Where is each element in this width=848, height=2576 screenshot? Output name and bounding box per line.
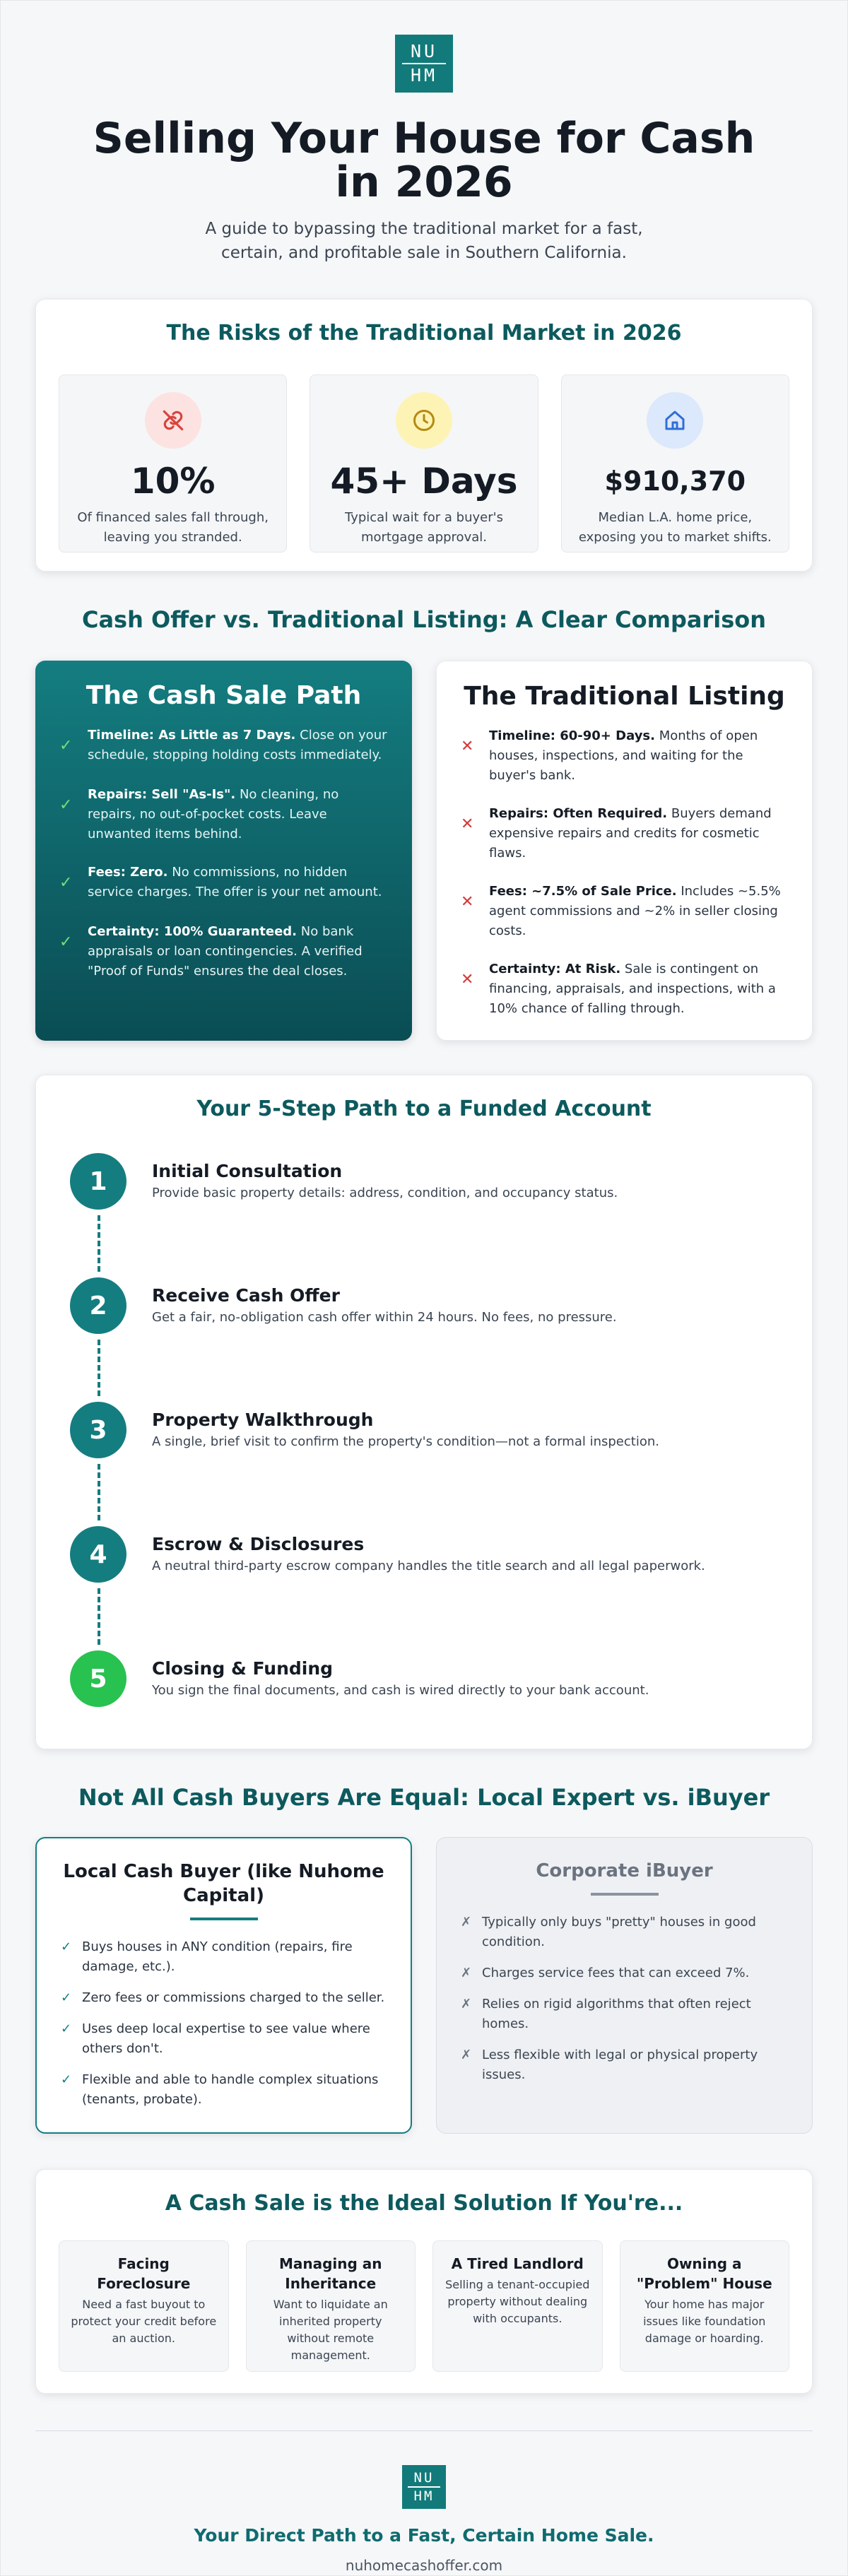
step-desc: A neutral third-party escrow company handles the title search and all legal paperwork.: [152, 1559, 705, 1573]
item-text: Charges service fees that can exceed 7%.: [482, 1966, 750, 1980]
item-text: Months of open houses, inspections, and waiting for the buyer's bank.: [489, 728, 758, 783]
check-icon: ✓: [61, 1939, 72, 1954]
header: [35, 1, 813, 265]
item-text: Buys houses in ANY condition (repairs, fire damage, etc.).: [82, 1939, 353, 1974]
risks-section: [35, 299, 813, 572]
buyers-columns: [35, 1837, 813, 2134]
item-label: Fees: Zero.: [88, 865, 168, 880]
cash-item: [59, 863, 388, 904]
logo-top-text: NU: [413, 2470, 435, 2486]
step-desc: A single, brief visit to confirm the property's condition—not a formal inspection.: [152, 1434, 659, 1449]
nuhome-logo: [395, 35, 453, 93]
traditional-item: [461, 804, 788, 863]
traditional-listing-card: [436, 661, 813, 1041]
step-item: [70, 1526, 778, 1583]
comparison-title: Cash Offer vs. Traditional Listing: A Clear Comparison: [81, 606, 767, 633]
x-icon: ✗: [461, 2048, 472, 2062]
ideal-card-title: Facing Foreclosure: [97, 2255, 191, 2292]
check-icon: ✓: [59, 796, 73, 814]
stat-desc: Median L.A. home price, exposing you to market shifts.: [578, 510, 772, 545]
item-label: Certainty: At Risk.: [489, 962, 621, 976]
stat-value: 10%: [130, 461, 216, 502]
cash-item: [59, 922, 388, 981]
logo-divider: [408, 2486, 440, 2488]
stat-value: 45+ Days: [330, 461, 518, 502]
item-label: Certainty: 100% Guaranteed.: [88, 924, 298, 939]
item-text: Typically only buys "pretty" houses in good condition.: [482, 1915, 756, 1949]
step-desc: Provide basic property details: address, condition, and occupancy status.: [152, 1186, 618, 1200]
ideal-card-title: Owning a "Problem" House: [636, 2255, 772, 2292]
x-icon: ✗: [461, 1966, 472, 1980]
ideal-card: [432, 2240, 603, 2372]
item-text: Includes ~5.5% agent commissions and ~2% in seller closing costs.: [489, 884, 781, 938]
cash-item: [59, 785, 388, 844]
stat-card-wait: [310, 374, 538, 553]
check-icon: ✓: [61, 1990, 72, 2005]
item-text: No cleaning, no repairs, no out-of-pocket costs. Leave unwanted items behind.: [88, 787, 339, 841]
local-buyer-item: [61, 1937, 387, 1977]
ideal-card-desc: Want to liquidate an inherited property without remote management.: [273, 2298, 388, 2362]
risks-title: The Risks of the Traditional Market in 2026: [166, 321, 682, 345]
x-icon: ✕: [461, 815, 474, 833]
step-connector: [98, 1215, 778, 1272]
step-number: 1: [70, 1153, 126, 1210]
step-connector: [98, 1588, 778, 1645]
item-text: No bank appraisals or loan contingencies. A verified "Proof of Funds" ensures the deal closes.: [88, 924, 363, 979]
item-label: Fees: ~7.5% of Sale Price.: [489, 884, 677, 899]
traditional-item: [461, 959, 788, 1019]
ideal-card: [246, 2240, 416, 2372]
cash-item: [59, 726, 388, 767]
step-title: Closing & Funding: [152, 1658, 334, 1679]
title-underline: [190, 1918, 258, 1920]
step-number: 4: [70, 1526, 126, 1583]
item-text: Sale is contingent on financing, appraisals, and inspections, with a 10% chance of falling through.: [489, 962, 776, 1016]
local-buyer-card: [35, 1837, 412, 2134]
stat-card-fall-through: [59, 374, 287, 553]
x-icon: ✗: [461, 1997, 472, 2011]
item-text: Flexible and able to handle complex situations (tenants, probate).: [82, 2072, 379, 2107]
step-title: Property Walkthrough: [152, 1410, 374, 1430]
page-title: Selling Your House for Cash in 2026: [93, 114, 755, 207]
check-icon: ✓: [59, 933, 73, 951]
step-item: [70, 1402, 778, 1458]
step-title: Initial Consultation: [152, 1161, 343, 1181]
nuhome-logo: [402, 2465, 446, 2509]
item-label: Timeline: As Little as 7 Days.: [88, 728, 296, 743]
item-label: Repairs: Often Required.: [489, 806, 668, 821]
check-icon: ✓: [59, 874, 73, 892]
ideal-cards: [59, 2240, 789, 2372]
steps-section: [35, 1075, 813, 1749]
item-text: Close on your schedule, stopping holding costs immediately.: [88, 728, 387, 762]
local-buyer-title: Local Cash Buyer (like Nuhome Capital): [63, 1861, 384, 1906]
title-underline: [591, 1893, 659, 1896]
item-text: No commissions, no hidden service charges. The offer is your net amount.: [88, 865, 382, 899]
stat-desc: Of financed sales fall through, leaving you stranded.: [77, 510, 269, 545]
step-desc: Get a fair, no-obligation cash offer within 24 hours. No fees, no pressure.: [152, 1310, 617, 1325]
x-icon: ✕: [461, 893, 474, 911]
step-item: [70, 1153, 778, 1210]
item-label: Timeline: 60-90+ Days.: [489, 728, 655, 743]
steps-title: Your 5-Step Path to a Funded Account: [196, 1097, 652, 1121]
house-icon: [647, 392, 703, 449]
logo-bottom-text: HM: [413, 2488, 435, 2504]
stat-card-home-price: [561, 374, 789, 553]
traditional-item: [461, 882, 788, 941]
buyers-title: Not All Cash Buyers Are Equal: Local Expert vs. iBuyer: [78, 1784, 770, 1811]
logo-divider: [402, 63, 446, 64]
page-subtitle: A guide to bypassing the traditional market for a fast, certain, and profitable sale in Southern California.: [205, 220, 643, 262]
local-buyer-item: [61, 2019, 387, 2059]
step-number: 3: [70, 1402, 126, 1458]
step-desc: You sign the final documents, and cash is wired directly to your bank account.: [152, 1683, 649, 1698]
footer-tagline: Your Direct Path to a Fast, Certain Home Sale.: [194, 2525, 654, 2546]
footer: [35, 2431, 813, 2574]
local-buyer-item: [61, 1988, 387, 2008]
ibuyer-title: Corporate iBuyer: [536, 1860, 713, 1881]
check-icon: ✓: [59, 737, 73, 755]
traditional-title: The Traditional Listing: [464, 682, 785, 711]
ideal-card: [59, 2240, 229, 2372]
ibuyer-item: [461, 1963, 788, 1983]
clock-icon: [396, 392, 452, 449]
local-buyer-item: [61, 2070, 387, 2110]
logo-bottom-text: HM: [410, 65, 438, 85]
ideal-card: [620, 2240, 790, 2372]
step-connector: [98, 1464, 778, 1520]
step-title: Escrow & Disclosures: [152, 1534, 365, 1554]
risk-stats: [59, 374, 789, 553]
logo-top-text: NU: [410, 41, 438, 61]
item-text: Uses deep local expertise to see value where others don't.: [82, 2021, 370, 2056]
x-icon: ✗: [461, 1915, 472, 1930]
ideal-card-title: A Tired Landlord: [451, 2255, 584, 2272]
ibuyer-item: [461, 2045, 788, 2085]
check-icon: ✓: [61, 2021, 72, 2036]
ideal-solution-section: [35, 2169, 813, 2394]
x-icon: ✕: [461, 738, 474, 755]
cash-sale-title: The Cash Sale Path: [86, 681, 362, 710]
step-number: 5: [70, 1650, 126, 1707]
step-list: [70, 1153, 778, 1707]
step-number: 2: [70, 1277, 126, 1334]
ideal-card-title: Managing an Inheritance: [278, 2255, 382, 2292]
item-label: Repairs: Sell "As-Is".: [88, 787, 236, 802]
step-item: [70, 1650, 778, 1707]
ibuyer-card: [436, 1837, 813, 2134]
cash-sale-card: [35, 661, 412, 1041]
ideal-card-desc: Your home has major issues like foundation damage or hoarding.: [643, 2298, 766, 2345]
step-title: Receive Cash Offer: [152, 1285, 340, 1306]
broken-link-icon: [145, 392, 201, 449]
step-connector: [98, 1340, 778, 1396]
website-link[interactable]: nuhomecashoffer.com: [345, 2557, 503, 2574]
comparison-columns: [35, 661, 813, 1041]
item-text: Relies on rigid algorithms that often reject homes.: [482, 1997, 751, 2031]
ibuyer-item: [461, 1913, 788, 1952]
stat-desc: Typical wait for a buyer's mortgage approval.: [345, 510, 503, 545]
x-icon: ✕: [461, 971, 474, 988]
ibuyer-item: [461, 1995, 788, 2034]
ideal-card-desc: Selling a tenant-occupied property without dealing with occupants.: [445, 2278, 590, 2325]
ideal-title: A Cash Sale is the Ideal Solution If You're...: [165, 2191, 683, 2216]
check-icon: ✓: [61, 2072, 72, 2087]
item-text: Buyers demand expensive repairs and credits for cosmetic flaws.: [489, 806, 772, 861]
item-text: Zero fees or commissions charged to the seller.: [82, 1990, 385, 2005]
ideal-card-desc: Need a fast buyout to protect your credit before an auction.: [71, 2298, 217, 2345]
item-text: Less flexible with legal or physical property issues.: [482, 2048, 758, 2082]
step-item: [70, 1277, 778, 1334]
stat-value: $910,370: [604, 466, 746, 497]
traditional-item: [461, 726, 788, 786]
